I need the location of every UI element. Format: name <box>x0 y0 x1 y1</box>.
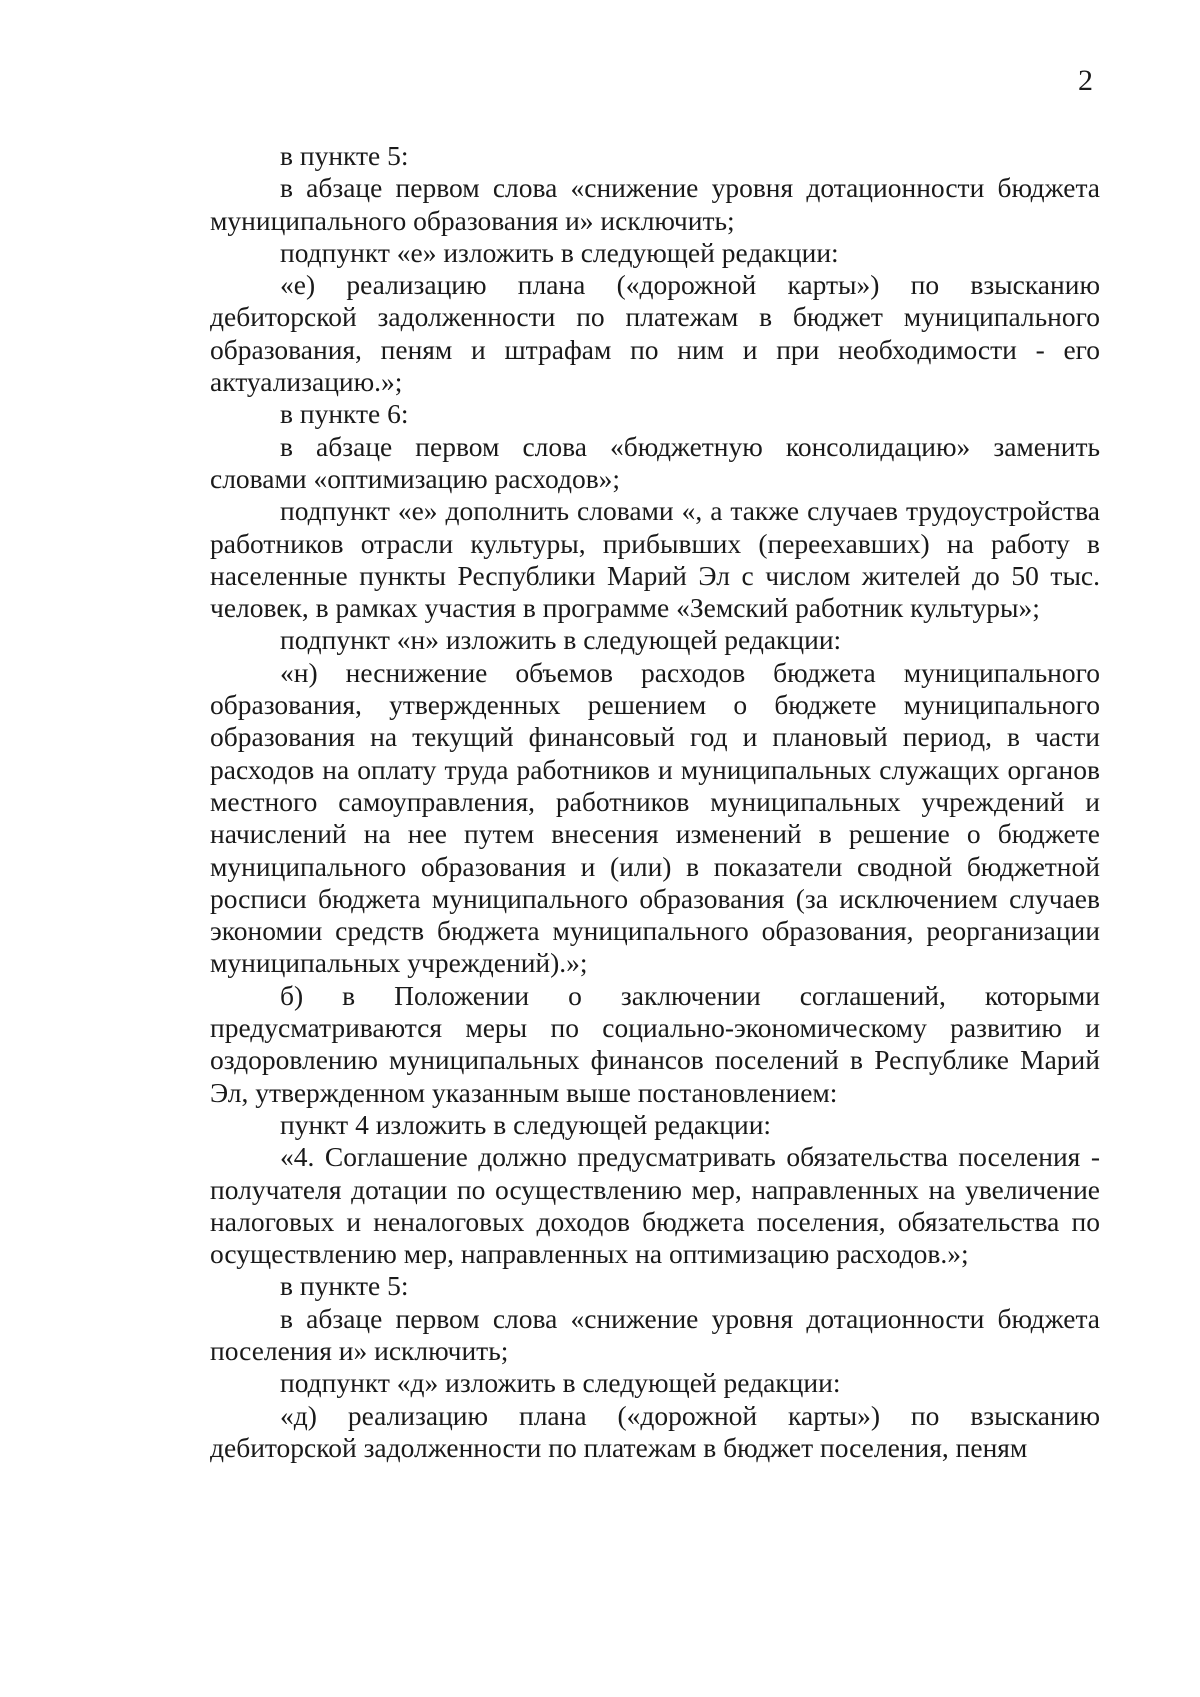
paragraph: подпункт «е» дополнить словами «, а также случаев трудоустройства работников отрасли культуры, прибывших (переехавших) на работу в населенные пункты Республики Марий Эл с числом жителей до 50 тыс. человек, в рамках участия в программе «Земский работник культуры»; <box>210 495 1100 624</box>
paragraph: в пункте 5: <box>280 140 409 171</box>
paragraph: подпункт «д» изложить в следующей редакции: <box>280 1367 841 1399</box>
paragraph: «4. Соглашение должно предусматривать обязательства поселения - получателя дотации по осуществлению мер, направленных на увеличение налоговых и неналоговых доходов бюджета поселения, обязательства по осуществлению мер, направленных на оптимизацию расходов.»; <box>210 1141 1100 1270</box>
paragraph: в абзаце первом слова «бюджетную консолидацию» заменить словами «оптимизацию расходов»; <box>210 430 1100 494</box>
paragraph: подпункт «н» изложить в следующей редакции: <box>280 624 842 656</box>
paragraph: «е) реализацию плана («дорожной карты») по взысканию дебиторской задолженности по платежам в бюджет муниципального образования, пеням и штрафам по ним и при необходимости - его актуализацию.»; <box>210 269 1100 398</box>
page-number: 2 <box>1078 64 1093 97</box>
paragraph: подпункт «е» изложить в следующей редакции: <box>280 236 839 268</box>
paragraph: в пункте 6: <box>280 398 409 430</box>
paragraph: б) в Положении о заключении соглашений, которыми предусматриваются меры по социально-экономическому развитию и оздоровлению муниципальных финансов поселений в Республике Марий Эл, утвержденном указанным выше постановлением: <box>210 979 1100 1108</box>
paragraph: в абзаце первом слова «снижение уровня дотационности бюджета поселения и» исключить; <box>210 1302 1100 1366</box>
document-body <box>210 140 1100 1464</box>
paragraph: в пункте 5: <box>280 1270 409 1302</box>
paragraph: «д) реализацию плана («дорожной карты») по взысканию дебиторской задолженности по платежам в бюджет поселения, пеням <box>210 1399 1100 1463</box>
paragraph: «н) неснижение объемов расходов бюджета муниципального образования, утвержденных решением о бюджете муниципального образования на текущий финансовый год и плановый период, в части расходов на оплату труда работников и муниципальных служащих органов местного самоуправления, работников муниципальных учреждений и начислений на нее путем внесения изменений в решение о бюджете муниципального образования и (или) в показатели сводной бюджетной росписи бюджета муниципального образования (за исключением случаев экономии средств бюджета муниципального образования, реорганизации муниципальных учреждений).»; <box>210 656 1100 979</box>
paragraph: в абзаце первом слова «снижение уровня дотационности бюджета муниципального образования и» исключить; <box>210 172 1100 236</box>
paragraph: пункт 4 изложить в следующей редакции: <box>280 1108 772 1140</box>
